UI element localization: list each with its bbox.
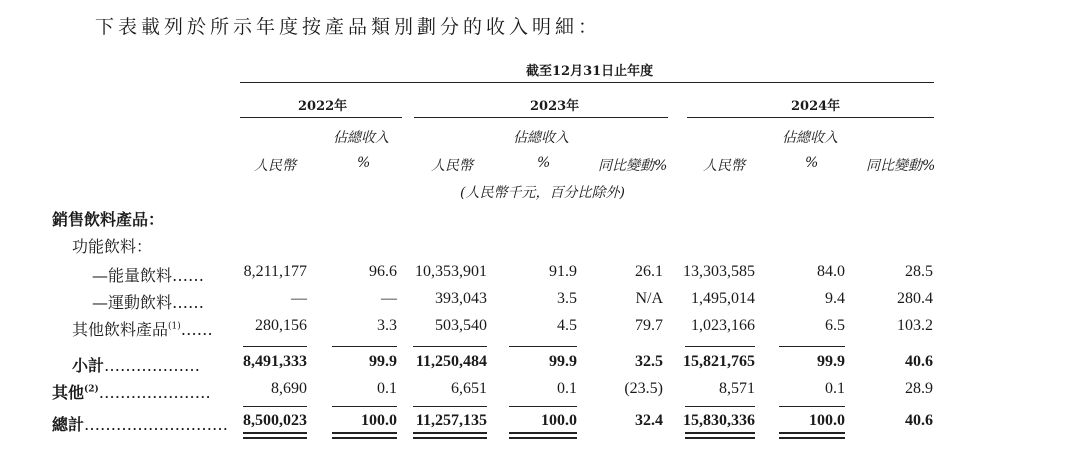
cell-yoy-2023: N/A [635,290,663,307]
cell-rmb-2024: 8,571 [719,380,755,397]
cell-yoy-2023: 32.4 [635,412,663,429]
cell-pct-2022: — [381,290,397,307]
total-top-rule [243,406,307,407]
intro-text: 下表載列於所示年度按產品類別劃分的收入明細： [95,16,602,38]
cell-rmb-2023: 11,250,484 [415,353,487,370]
cell-yoy-2024: 103.2 [897,317,933,334]
pct-header-2022: % [357,155,371,171]
cell-yoy-2024: 28.5 [905,263,933,280]
subtotal-rule [243,346,307,347]
pct-header-2023: % [537,155,551,171]
cell-yoy-2023: 26.1 [635,263,663,280]
total-double-rule [509,432,577,439]
row-label-other-beverages [72,317,213,340]
rmb-header-2024: 人民幣 [703,158,745,174]
cell-pct-2024: 0.1 [825,380,845,397]
footnote-2: (2) [84,384,99,395]
footnote-1: (1) [168,321,181,332]
subtotal-rule [509,346,577,347]
cell-rmb-2023: 393,043 [435,290,487,307]
total-top-rule [779,406,845,407]
share-header-2023: 佔總收入 [513,130,569,146]
year-2022: 2022年 [298,99,348,114]
cell-pct-2024: 100.0 [809,412,845,429]
cell-yoy-2023: (23.5) [624,380,663,397]
cell-pct-2023: 100.0 [541,412,577,429]
row-label-text: 小計 [72,356,105,375]
cell-pct-2022: 100.0 [361,412,397,429]
year-rule-2022 [240,117,402,118]
cell-rmb-2022: — [291,290,307,307]
cell-yoy-2023: 32.5 [635,353,663,370]
cell-pct-2023: 0.1 [557,380,577,397]
period-header: 截至12月31日止年度 [526,64,654,79]
cell-pct-2022: 3.3 [377,317,397,334]
share-header-2024: 佔總收入 [782,130,838,146]
cell-rmb-2024: 1,495,014 [691,290,755,307]
cell-rmb-2024: 1,023,166 [691,317,755,334]
row-label-others [52,380,211,403]
row-dots: ……………… [104,356,201,375]
row-dots: ……………………… [84,415,229,434]
section-title: 銷售飲料產品： [52,210,165,229]
rmb-header-2022: 人民幣 [254,158,296,174]
cell-rmb-2023: 10,353,901 [415,263,487,280]
cell-yoy-2024: 40.6 [905,412,933,429]
cell-pct-2023: 99.9 [549,353,577,370]
cell-yoy-2023: 79.7 [635,317,663,334]
cell-pct-2023: 3.5 [557,290,577,307]
total-double-rule [413,432,487,439]
row-label-sports: —運動飲料…… [92,293,205,312]
total-top-rule [413,406,487,407]
subtotal-rule [413,346,487,347]
cell-rmb-2024: 15,821,765 [683,353,755,370]
subtotal-rule [332,346,397,347]
row-label-subtotal [72,353,200,376]
row-label-text: 其他 [52,383,85,402]
row-label-text: 其他飲料產品 [72,320,169,339]
year-rule-2024 [687,117,934,118]
cell-pct-2023: 4.5 [557,317,577,334]
header-rule [240,82,934,83]
year-2023: 2023年 [530,99,580,114]
cell-rmb-2024: 15,830,336 [683,412,755,429]
subsection-title: 功能飲料： [72,237,153,256]
cell-rmb-2024: 13,303,585 [683,263,755,280]
cell-rmb-2023: 6,651 [451,380,487,397]
subtotal-rule [779,346,845,347]
total-top-rule [332,406,397,407]
cell-yoy-2024: 40.6 [905,353,933,370]
cell-yoy-2024: 28.9 [905,380,933,397]
cell-pct-2022: 0.1 [377,380,397,397]
row-dots: …… [180,320,213,339]
unit-note: (人民幣千元，百分比除外) [460,185,625,201]
share-header-2022: 佔總收入 [333,130,389,146]
row-dots: ………………… [98,383,211,402]
cell-rmb-2022: 8,690 [271,380,307,397]
year-2024: 2024年 [791,99,841,114]
total-double-rule [332,432,397,439]
cell-yoy-2024: 280.4 [897,290,933,307]
cell-pct-2024: 84.0 [817,263,845,280]
row-label-total [52,412,228,435]
cell-rmb-2022: 280,156 [255,317,307,334]
yoy-header-2024: 同比變動% [866,158,936,174]
pct-header-2024: % [805,155,819,171]
total-top-rule [685,406,755,407]
cell-pct-2022: 99.9 [369,353,397,370]
cell-rmb-2022: 8,500,023 [243,412,307,429]
row-label-text: 總計 [52,415,85,434]
cell-rmb-2023: 503,540 [435,317,487,334]
year-rule-2023 [414,117,668,118]
rmb-header-2023: 人民幣 [431,158,473,174]
cell-pct-2024: 9.4 [825,290,845,307]
total-double-rule [685,432,755,439]
cell-rmb-2023: 11,257,135 [415,412,487,429]
total-double-rule [779,432,845,439]
cell-rmb-2022: 8,491,333 [243,353,307,370]
subtotal-rule [685,346,755,347]
cell-pct-2024: 6.5 [825,317,845,334]
total-double-rule [243,432,307,439]
cell-rmb-2022: 8,211,177 [243,263,307,280]
cell-pct-2023: 91.9 [549,263,577,280]
cell-pct-2024: 99.9 [817,353,845,370]
total-top-rule [509,406,577,407]
cell-pct-2022: 96.6 [369,263,397,280]
row-label-energy: —能量飲料…… [92,266,205,285]
yoy-header-2023: 同比變動% [598,158,668,174]
